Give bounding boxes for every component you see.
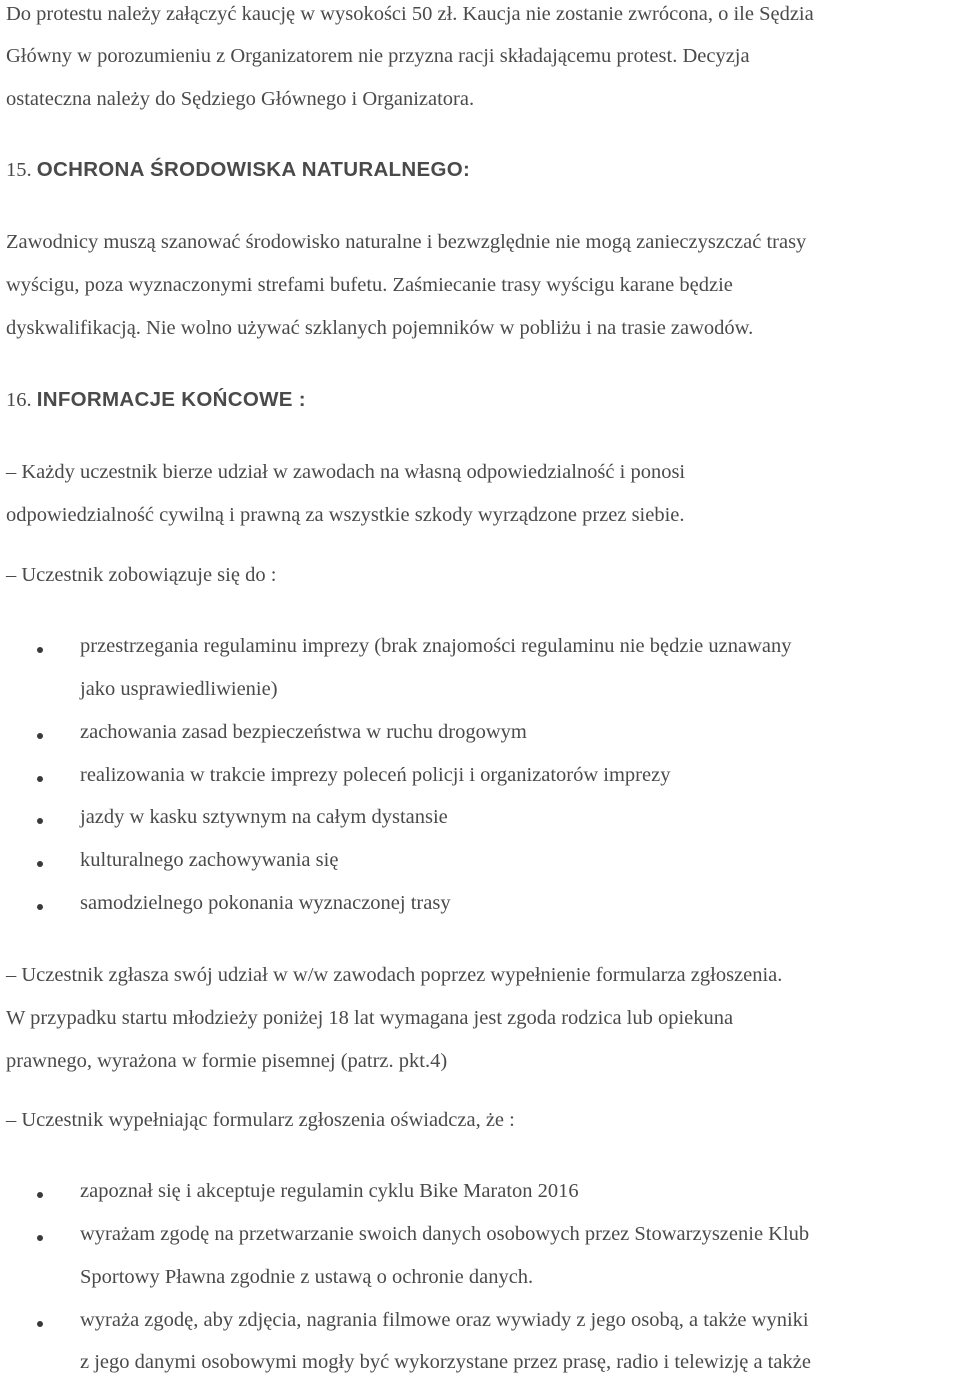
- bullet-icon: [37, 647, 43, 653]
- bullet-icon: [37, 818, 43, 824]
- list-item: przestrzegania regulaminu imprezy (brak znajomości regulaminu nie będzie uznawany: [80, 635, 792, 657]
- section-16-p3-line: – Uczestnik zgłasza swój udział w w/w zawodach poprzez wypełnienie formularza zgłoszenia.: [6, 964, 783, 986]
- intro-line: ostateczna należy do Sędziego Głównego i Organizatora.: [6, 88, 475, 110]
- section-16-p3-line: prawnego, wyrażona w formie pisemnej (patrz. pkt.4): [6, 1050, 448, 1072]
- section-15-heading: [6, 160, 470, 181]
- section-16-number: 16.: [6, 389, 32, 411]
- section-15-number: 15.: [6, 159, 32, 181]
- section-15-title: OCHRONA ŚRODOWISKA NATURALNEGO:: [36, 158, 471, 181]
- bullet-icon: [37, 1235, 43, 1241]
- section-16-p1-line: – Każdy uczestnik bierze udział w zawodach na własną odpowiedzialność i ponosi: [6, 461, 686, 483]
- bullet-icon: [37, 733, 43, 739]
- list-item: wyraża zgodę, aby zdjęcia, nagrania filmowe oraz wywiady z jego osobą, a także wyniki: [80, 1309, 809, 1331]
- list-item-continuation: jako usprawiedliwienie): [80, 678, 278, 700]
- list-item-continuation: Sportowy Pławna zgodnie z ustawą o ochronie danych.: [80, 1266, 534, 1288]
- bullet-icon: [37, 776, 43, 782]
- list-item-continuation: z jego danymi osobowymi mogły być wykorzystane przez prasę, radio i telewizję a także: [80, 1351, 811, 1373]
- section-15-line: wyścigu, poza wyznaczonymi strefami bufetu. Zaśmiecanie trasy wyścigu karane będzie: [6, 274, 733, 296]
- section-15-line: dyskwalifikacją. Nie wolno używać szklanych pojemników w pobliżu i na trasie zawodów.: [6, 317, 754, 339]
- list-item: jazdy w kasku sztywnym na całym dystansie: [80, 806, 448, 828]
- section-16-p3-line: W przypadku startu młodzieży poniżej 18 lat wymagana jest zgoda rodzica lub opiekuna: [6, 1007, 734, 1029]
- section-16-p1-line: odpowiedzialność cywilną i prawną za wszystkie szkody wyrządzone przez siebie.: [6, 504, 685, 526]
- list-item: kulturalnego zachowywania się: [80, 849, 339, 871]
- list-item: samodzielnego pokonania wyznaczonej trasy: [80, 892, 451, 914]
- bullet-icon: [37, 1321, 43, 1327]
- section-16-heading: [6, 390, 306, 411]
- list-item: realizowania w trakcie imprezy poleceń policji i organizatorów imprezy: [80, 764, 671, 786]
- list-item: wyrażam zgodę na przetwarzanie swoich danych osobowych przez Stowarzyszenie Klub: [80, 1223, 810, 1245]
- section-16-p4: – Uczestnik wypełniając formularz zgłoszenia oświadcza, że :: [6, 1109, 515, 1131]
- list-item: zapoznał się i akceptuje regulamin cyklu Bike Maraton 2016: [80, 1180, 579, 1202]
- intro-line: Do protestu należy załączyć kaucję w wysokości 50 zł. Kaucja nie zostanie zwrócona, o ile Sędzia: [6, 3, 814, 25]
- section-16-p2: – Uczestnik zobowiązuje się do :: [6, 564, 277, 586]
- bullet-icon: [37, 861, 43, 867]
- bullet-icon: [37, 904, 43, 910]
- section-16-title: INFORMACJE KOŃCOWE :: [36, 388, 306, 411]
- bullet-icon: [37, 1192, 43, 1198]
- section-15-line: Zawodnicy muszą szanować środowisko naturalne i bezwzględnie nie mogą zanieczyszczać trasy: [6, 231, 807, 253]
- list-item: zachowania zasad bezpieczeństwa w ruchu drogowym: [80, 721, 527, 743]
- intro-line: Główny w porozumieniu z Organizatorem nie przyzna racji składającemu protest. Decyzja: [6, 45, 750, 67]
